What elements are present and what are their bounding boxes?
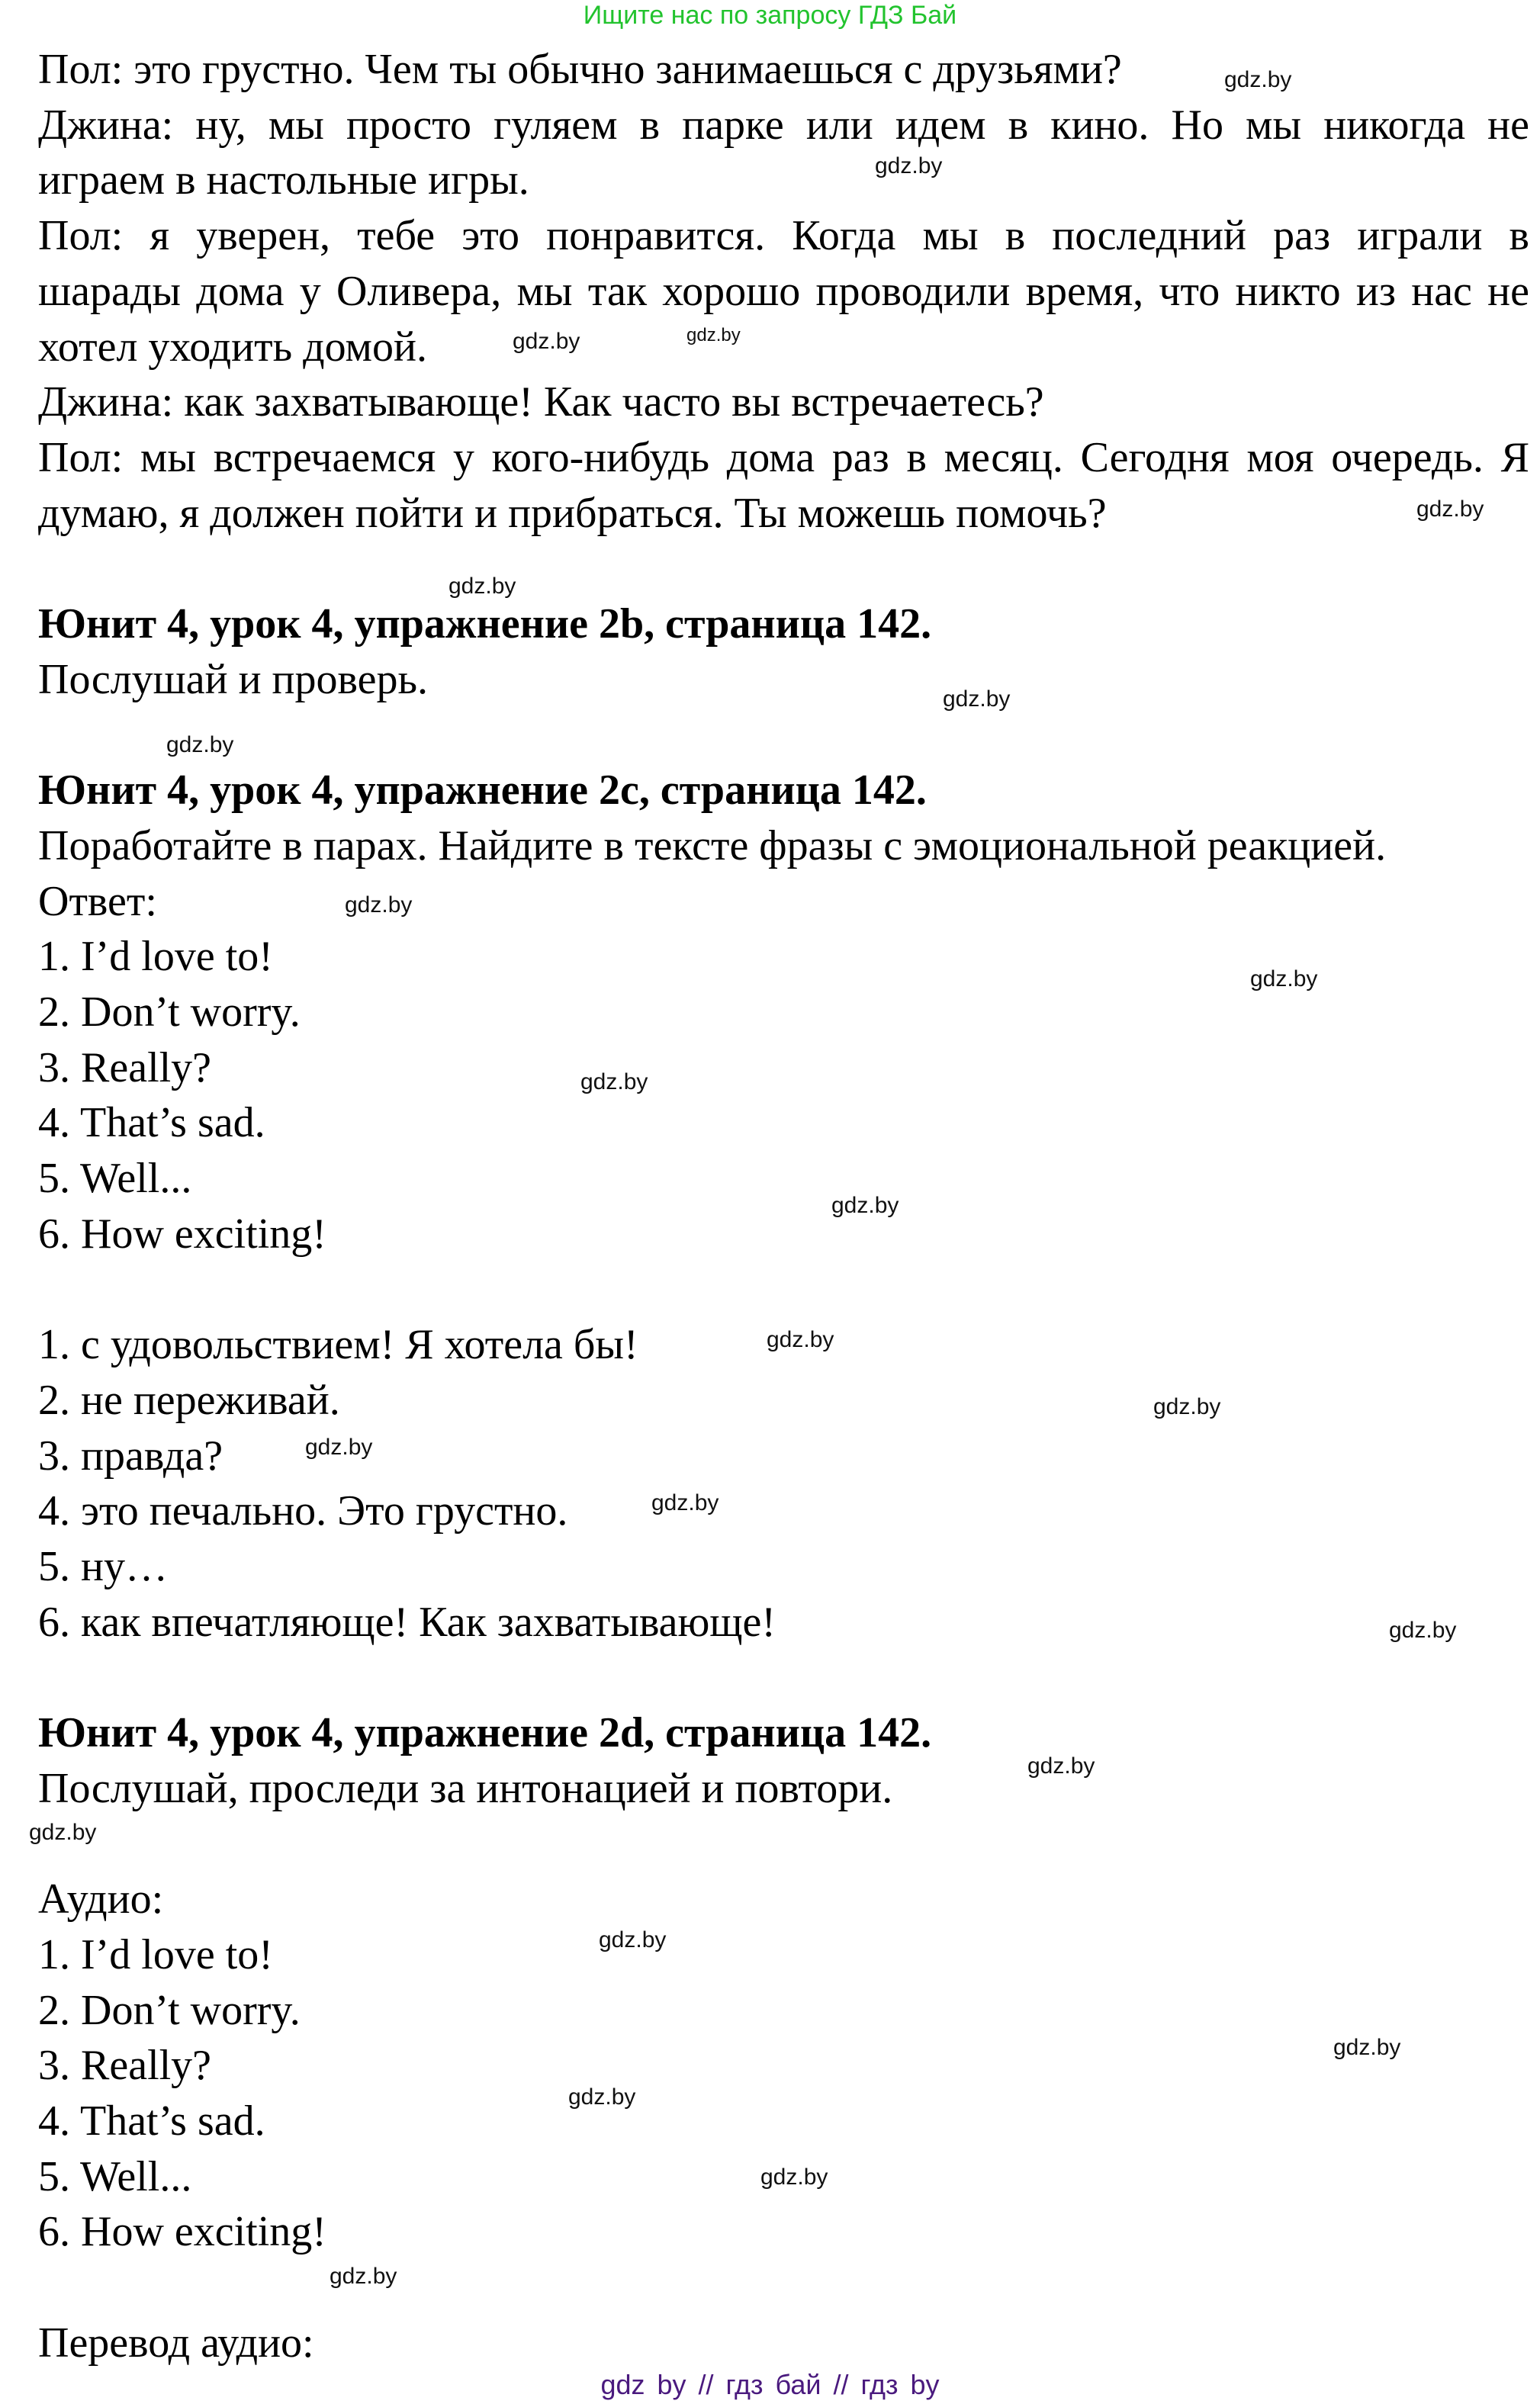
- watermark: gdz.by: [767, 1327, 834, 1352]
- exercise-2c-heading: Юнит 4, урок 4, упражнение 2c, страница 142.: [38, 767, 927, 815]
- search-banner: Ищите нас по запросу ГДЗ Бай: [583, 1, 957, 30]
- watermark: gdz.by: [513, 329, 580, 354]
- exercise-2b-task: Послушай и проверь.: [38, 655, 429, 703]
- watermark: gdz.by: [831, 1193, 899, 1218]
- dialogue-line: Пол: это грустно. Чем ты обычно занимаешься с друзьями?: [38, 46, 1122, 93]
- watermark: gdz.by: [1416, 497, 1484, 522]
- translation-item: 4. это печально. Это грустно.: [38, 1487, 568, 1535]
- translation-item: 3. правда?: [38, 1432, 223, 1480]
- phrase-item: 4. That’s sad.: [38, 1099, 265, 1147]
- footer-links[interactable]: gdz by // гдз бай // гдз by: [600, 2369, 940, 2400]
- audio-phrase: 6. How exciting!: [38, 2208, 326, 2256]
- watermark: gdz.by: [448, 574, 516, 599]
- audio-label: Аудио:: [38, 1875, 164, 1924]
- exercise-2c-task: Поработайте в парах. Найдите в тексте фразы с эмоциональной реакцией.: [38, 821, 1387, 869]
- dialogue-line: хотел уходить домой.: [38, 323, 427, 371]
- audio-phrase: 3. Really?: [38, 2042, 212, 2090]
- exercise-2d-heading: Юнит 4, урок 4, упражнение 2d, страница 142.: [38, 1709, 932, 1756]
- watermark: gdz.by: [330, 2264, 397, 2289]
- watermark: gdz.by: [943, 686, 1011, 712]
- phrase-item: 5. Well...: [38, 1155, 192, 1202]
- dialogue-line: Джина: как захватывающе! Как часто вы встречаетесь?: [38, 378, 1044, 426]
- dialogue-line: играем в настольные игры.: [38, 156, 529, 204]
- watermark: gdz.by: [1027, 1753, 1095, 1779]
- watermark: gdz.by: [651, 1490, 719, 1515]
- translation-item: 6. как впечатляюще! Как захватывающе!: [38, 1598, 776, 1646]
- audio-phrase: 4. That’s sad.: [38, 2097, 265, 2145]
- translation-item: 2. не переживай.: [38, 1376, 340, 1424]
- watermark: gdz.by: [1250, 966, 1318, 991]
- watermark: gdz.by: [345, 892, 413, 918]
- watermark: gdz.by: [1224, 67, 1292, 92]
- audio-phrase: 1. I’d love to!: [38, 1930, 273, 1978]
- translation-item: 5. ну…: [38, 1542, 168, 1590]
- watermark: gdz.by: [305, 1435, 373, 1460]
- watermark: gdz.by: [1153, 1394, 1221, 1419]
- phrase-item: 3. Really?: [38, 1043, 212, 1091]
- watermark: gdz.by: [580, 1069, 648, 1094]
- phrase-item: 6. How exciting!: [38, 1210, 326, 1258]
- watermark: gdz.by: [1333, 2035, 1401, 2060]
- watermark: gdz.by: [599, 1927, 667, 1952]
- audio-translation-label: Перевод аудио:: [38, 2319, 314, 2367]
- phrase-item: 1. I’d love to!: [38, 933, 273, 981]
- watermark: gdz.by: [568, 2084, 636, 2110]
- watermark: gdz.by: [29, 1820, 97, 1845]
- translation-item: 1. с удовольствием! Я хотела бы!: [38, 1321, 638, 1369]
- dialogue-line: Пол: я уверен, тебе это понравится. Когда мы в последний раз играли в: [38, 212, 1529, 260]
- dialogue-line: Пол: мы встречаемся у кого-нибудь дома раз в месяц. Сегодня моя очередь. Я: [38, 433, 1529, 481]
- audio-phrase: 2. Don’t worry.: [38, 1986, 301, 2034]
- phrase-item: 2. Don’t worry.: [38, 988, 301, 1036]
- audio-phrase: 5. Well...: [38, 2152, 192, 2200]
- answer-label: Ответ:: [38, 877, 157, 925]
- dialogue-line: Джина: ну, мы просто гуляем в парке или идем в кино. Но мы никогда не: [38, 101, 1529, 149]
- watermark: gdz.by: [760, 2165, 828, 2190]
- exercise-2b-heading: Юнит 4, урок 4, упражнение 2b, страница 142.: [38, 600, 932, 648]
- watermark: gdz.by: [686, 325, 741, 345]
- watermark: gdz.by: [875, 153, 943, 178]
- watermark: gdz.by: [166, 732, 234, 757]
- watermark: gdz.by: [1389, 1618, 1457, 1643]
- dialogue-line: думаю, я должен пойти и прибраться. Ты можешь помочь?: [38, 489, 1107, 537]
- exercise-2d-task: Послушай, проследи за интонацией и повтори.: [38, 1764, 893, 1812]
- dialogue-line: шарады дома у Оливера, мы так хорошо проводили время, что никто из нас не: [38, 267, 1529, 315]
